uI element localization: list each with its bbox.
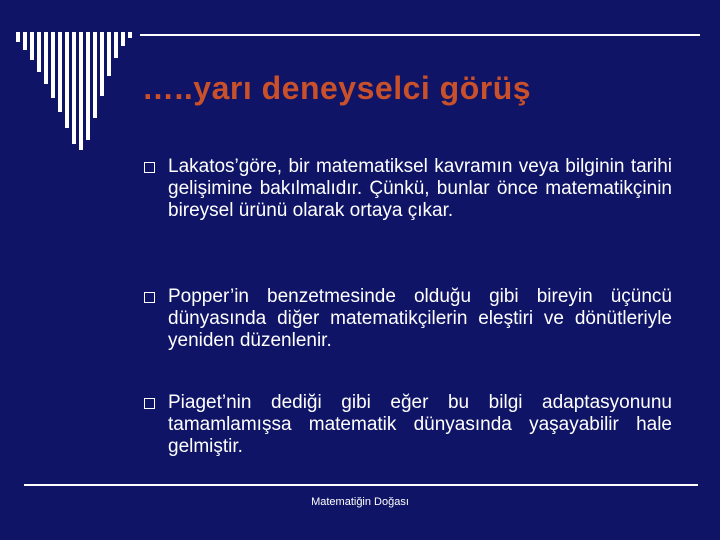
bullet-text: Lakatos’göre, bir matematiksel kavramın veya bilginin tarihi gelişimine bakılmalıdır. Çünkü, bunlar önce matematikçinin bireysel ürünü olarak ortaya çıkar. (168, 156, 672, 221)
slide-title: …..yarı deneyselci görüş (142, 70, 532, 106)
bullet-text: Piaget’nin dediği gibi eğer bu bilgi adaptasyonunu tamamlamışsa matematik dünyasında yaşayabilir hale gelmiştir. (168, 392, 672, 457)
bullet-text: Popper’in benzetmesinde olduğu gibi bireyin üçüncü dünyasında diğer matematikçilerin eleştiri ve dönütleriyle yeniden düzenlenir. (168, 286, 672, 351)
footer-text: Matematiğin Doğası (311, 496, 409, 508)
square-bullet-icon (144, 292, 155, 303)
square-bullet-icon (144, 162, 155, 173)
decorative-bars (0, 0, 140, 150)
footer-divider (24, 484, 698, 486)
title-divider (140, 34, 700, 36)
square-bullet-icon (144, 398, 155, 409)
